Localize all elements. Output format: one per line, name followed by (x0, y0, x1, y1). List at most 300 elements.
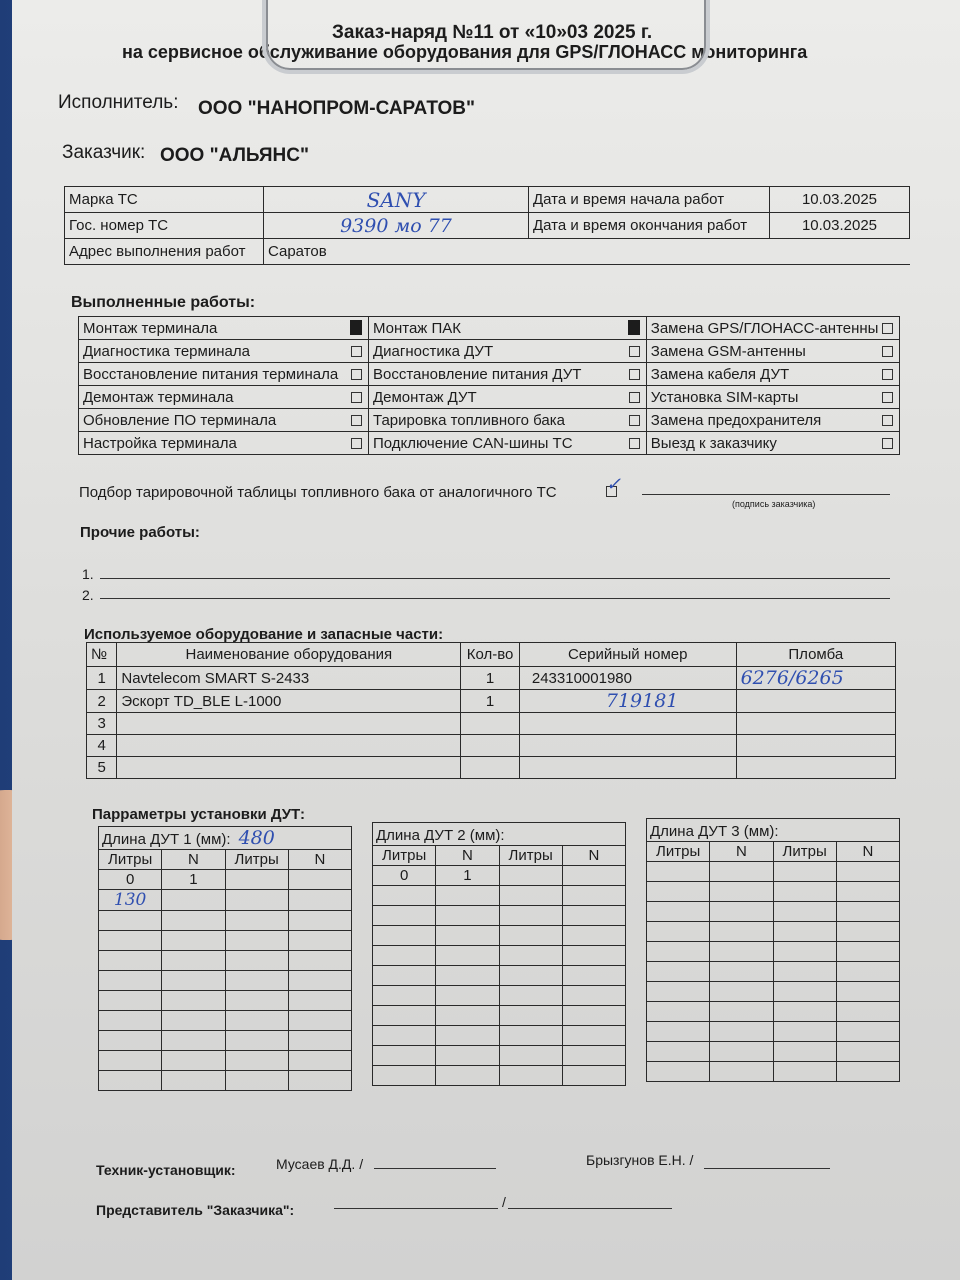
equipment-row (87, 667, 896, 690)
checkbox-filled[interactable] (628, 320, 640, 335)
signature-line (642, 494, 890, 495)
dut-cell (836, 1042, 899, 1062)
dut-cell (647, 862, 710, 882)
dut-cell (436, 966, 499, 986)
dut-cell (836, 962, 899, 982)
dut-cell (710, 862, 773, 882)
equipment-cell-serial: 243310001980 (519, 667, 736, 690)
equipment-cell-qty: 1 (461, 690, 520, 713)
equipment-cell-seal: 6276/6265 (736, 667, 895, 690)
equipment-cell-num: 2 (87, 690, 117, 713)
dut-cell (773, 962, 836, 982)
start-label: Дата и время начала работ (529, 187, 770, 213)
work-item-label: Замена GPS/ГЛОНАСС-антенны (650, 319, 879, 337)
dut-length-label: Длина ДУТ 1 (мм): (102, 831, 231, 848)
dut-cell (373, 1046, 436, 1066)
dut-cell (499, 986, 562, 1006)
dut-row (373, 926, 626, 946)
equipment-row (87, 690, 896, 713)
rep-line1 (334, 1208, 498, 1209)
work-item-label: Диагностика ДУТ (372, 342, 494, 360)
dut-row (99, 971, 352, 991)
dut-cell (373, 926, 436, 946)
dut-cell (373, 1066, 436, 1086)
dut-header-cell: N (162, 850, 225, 870)
dut-row (373, 1026, 626, 1046)
dut-cell (562, 906, 625, 926)
work-item-label: Замена GSM-антенны (650, 342, 806, 360)
executor-value: ООО "НАНОПРОМ-САРАТОВ" (198, 98, 475, 119)
dut-cell (710, 1062, 773, 1082)
dut-cell (499, 886, 562, 906)
rep-line2 (508, 1208, 672, 1209)
dut-table-1 (98, 826, 352, 1091)
checkbox[interactable] (629, 369, 640, 380)
dut-cell (773, 902, 836, 922)
dut-cell (710, 1022, 773, 1042)
dut-length-label: Длина ДУТ 3 (мм): (650, 823, 779, 840)
tech-label: Техник-установщик: (96, 1162, 236, 1178)
dut-cell (288, 890, 351, 911)
dut-cell (773, 922, 836, 942)
dut-cell (288, 911, 351, 931)
dut-row (647, 982, 900, 1002)
equipment-row (87, 713, 896, 735)
work-item-label: Демонтаж ДУТ (372, 388, 477, 406)
clipboard-clip (262, 0, 710, 74)
plate-label: Гос. номер ТС (65, 213, 264, 239)
signature-caption: (подпись заказчика) (732, 499, 816, 509)
dut-row (99, 931, 352, 951)
dut-cell (288, 971, 351, 991)
work-item (368, 386, 646, 409)
work-item (646, 432, 899, 455)
equipment-cell-seal (736, 713, 895, 735)
dut-cell (836, 922, 899, 942)
dut-cell (773, 982, 836, 1002)
dut-cell (162, 971, 225, 991)
dut-row (99, 951, 352, 971)
dut-cell (162, 1071, 225, 1091)
dut-table-3 (646, 818, 900, 1082)
dut-cell (773, 1022, 836, 1042)
dut-row (373, 906, 626, 926)
dut-cell (162, 931, 225, 951)
dut-row (647, 862, 900, 882)
dut-cell (162, 951, 225, 971)
dut-cell (710, 1042, 773, 1062)
customer-label: Заказчик: (62, 142, 146, 163)
work-item-label: Восстановление питания ДУТ (372, 365, 582, 383)
dut-cell (647, 922, 710, 942)
dut-row (99, 890, 352, 911)
dut-cell (162, 1011, 225, 1031)
equipment-cell-name (117, 713, 461, 735)
equipment-header-cell: Пломба (736, 643, 895, 667)
checkbox[interactable] (351, 438, 362, 449)
dut-cell (373, 946, 436, 966)
equipment-header-cell: Кол-во (461, 643, 520, 667)
dut-row (99, 1051, 352, 1071)
work-item (368, 409, 646, 432)
dut-row (647, 1002, 900, 1022)
dut-cell (373, 1026, 436, 1046)
work-item-label: Восстановление питания терминала (83, 365, 339, 383)
equipment-cell-seal (736, 757, 895, 779)
dut-cell (499, 926, 562, 946)
dut-row (373, 986, 626, 1006)
dut-header-cell: N (436, 846, 499, 866)
dut-cell: 1 (436, 866, 499, 886)
dut-header-cell: Литры (373, 846, 436, 866)
dut-cell (773, 942, 836, 962)
work-item (646, 317, 899, 340)
checkbox[interactable] (882, 323, 893, 334)
dut-row (373, 1046, 626, 1066)
rep-label: Представитель "Заказчика": (96, 1202, 295, 1218)
work-item (368, 317, 646, 340)
dut-row (647, 942, 900, 962)
work-item (646, 340, 899, 363)
dut-cell (710, 982, 773, 1002)
other-works-line1 (100, 578, 890, 579)
brand-value: SANY (264, 187, 529, 213)
dut-cell (710, 1002, 773, 1022)
tech2-line (704, 1168, 830, 1169)
dut-row (99, 1011, 352, 1031)
equipment-cell-serial (519, 757, 736, 779)
work-item (368, 340, 646, 363)
dut-header-cell: Литры (773, 842, 836, 862)
dut-cell (373, 906, 436, 926)
dut-cell (562, 926, 625, 946)
dut-cell (288, 1051, 351, 1071)
dut-header-cell: N (710, 842, 773, 862)
works-table (78, 316, 900, 455)
equipment-table (86, 642, 896, 779)
dut-row (99, 991, 352, 1011)
dut-cell (99, 1071, 162, 1091)
equipment-cell-name: Эскорт TD_BLE L-1000 (117, 690, 461, 713)
equipment-cell-serial: 719181 (519, 690, 736, 713)
dut-cell (99, 911, 162, 931)
dut-cell (773, 882, 836, 902)
dut-cell (288, 1011, 351, 1031)
dut-cell (162, 890, 225, 911)
dut-cell (499, 1066, 562, 1086)
equipment-header-cell: Наименование оборудования (117, 643, 461, 667)
work-item-label: Монтаж терминала (83, 319, 218, 337)
dut-header-cell: Литры (225, 850, 288, 870)
dut-cell (288, 1071, 351, 1091)
rep-separator: / (502, 1194, 506, 1210)
equipment-cell-name: Navtelecom SMART S-2433 (117, 667, 461, 690)
dut-cell (436, 886, 499, 906)
dut-cell (99, 1011, 162, 1031)
dut-cell (710, 962, 773, 982)
dut-header-cell: N (288, 850, 351, 870)
equipment-cell-num: 1 (87, 667, 117, 690)
dut-cell (436, 986, 499, 1006)
calibration-label: Подбор тарировочной таблицы топливного бака от аналогичного ТС (79, 484, 557, 501)
dut-cell (710, 882, 773, 902)
equipment-cell-qty (461, 735, 520, 757)
work-item-label: Демонтаж терминала (83, 388, 234, 406)
tech1-name: Мусаев Д.Д. / (276, 1156, 364, 1172)
dut-cell (288, 951, 351, 971)
dut-cell (499, 946, 562, 966)
start-value: 10.03.2025 (770, 187, 910, 213)
work-item-label: Обновление ПО терминала (83, 411, 277, 429)
work-item (79, 386, 369, 409)
dut-cell (562, 966, 625, 986)
dut-cell (225, 931, 288, 951)
dut-cell (773, 1062, 836, 1082)
dut-cell (647, 882, 710, 902)
dut-cell (836, 1002, 899, 1022)
dut-cell (836, 1022, 899, 1042)
dut-cell (225, 951, 288, 971)
checkbox[interactable] (882, 438, 893, 449)
work-item (646, 409, 899, 432)
dut-cell (288, 991, 351, 1011)
work-item-label: Замена кабеля ДУТ (650, 365, 790, 383)
dut-cell (499, 1046, 562, 1066)
dut-cell (99, 951, 162, 971)
dut-cell (225, 971, 288, 991)
checkbox[interactable] (629, 392, 640, 403)
dut-cell: 130 (99, 890, 162, 911)
equipment-cell-num: 3 (87, 713, 117, 735)
dut-cell (773, 1002, 836, 1022)
dut-cell (499, 906, 562, 926)
end-label: Дата и время окончания работ (529, 213, 770, 239)
checkbox[interactable] (882, 369, 893, 380)
checkbox[interactable] (351, 415, 362, 426)
dut-cell (499, 1026, 562, 1046)
dut-heading: Парраметры установки ДУТ: (92, 806, 306, 823)
checkbox[interactable] (351, 369, 362, 380)
dut-cell (562, 1026, 625, 1046)
checkbox[interactable] (629, 438, 640, 449)
dut-cell (436, 1046, 499, 1066)
dut-row (373, 1066, 626, 1086)
equipment-cell-serial (519, 713, 736, 735)
checkbox[interactable] (351, 346, 362, 357)
dut-cell (436, 906, 499, 926)
works-heading: Выполненные работы: (71, 294, 256, 311)
dut-cell (373, 986, 436, 1006)
dut-cell (836, 902, 899, 922)
title-line1: Заказ-наряд №11 от «10»03 2025 г. (332, 22, 653, 43)
customer-value: ООО "АЛЬЯНС" (160, 145, 309, 166)
equipment-cell-seal (736, 690, 895, 713)
dut-cell (225, 870, 288, 890)
dut-cell (710, 942, 773, 962)
work-item (79, 432, 369, 455)
dut-row (99, 1071, 352, 1091)
equipment-cell-serial (519, 735, 736, 757)
equipment-row (87, 735, 896, 757)
dut-row (373, 886, 626, 906)
dut-row (647, 962, 900, 982)
dut-cell (162, 1031, 225, 1051)
checkbox[interactable] (351, 392, 362, 403)
dut-cell (288, 870, 351, 890)
dut-cell (225, 1071, 288, 1091)
title-line2: на сервисное обслуживание оборудования для GPS/ГЛОНАСС мониторинга (122, 42, 808, 62)
tech2-name: Брызгунов Е.Н. / (586, 1152, 694, 1168)
checkbox[interactable] (882, 392, 893, 403)
equipment-cell-qty (461, 713, 520, 735)
work-item-label: Тарировка топливного бака (372, 411, 565, 429)
equipment-header-cell: Серийный номер (519, 643, 736, 667)
dut-cell (647, 1022, 710, 1042)
work-item-label: Подключение CAN-шины ТС (372, 434, 573, 452)
equipment-cell-seal (736, 735, 895, 757)
dut-cell (562, 986, 625, 1006)
dut-cell (288, 1031, 351, 1051)
executor-label: Исполнитель: (58, 92, 179, 113)
dut-header-cell: N (562, 846, 625, 866)
other-works-num1: 1. (82, 566, 94, 582)
work-item (79, 409, 369, 432)
dut-cell: 1 (162, 870, 225, 890)
dut-cell (436, 1066, 499, 1086)
dut-cell (773, 862, 836, 882)
brand-label: Марка ТС (65, 187, 264, 213)
dut-cell (773, 1042, 836, 1062)
end-value: 10.03.2025 (770, 213, 910, 239)
checkbox[interactable] (629, 346, 640, 357)
work-item (79, 340, 369, 363)
dut-row (373, 866, 626, 886)
dut-cell (373, 886, 436, 906)
dut-cell (162, 1051, 225, 1071)
equipment-cell-num: 4 (87, 735, 117, 757)
address-value: Саратов (264, 239, 910, 265)
equipment-cell-name (117, 757, 461, 779)
dut-row (647, 882, 900, 902)
dut-cell: 0 (99, 870, 162, 890)
dut-cell (99, 991, 162, 1011)
dut-table-2 (372, 822, 626, 1086)
equipment-cell-name (117, 735, 461, 757)
dut-cell (99, 971, 162, 991)
checkbox[interactable] (629, 415, 640, 426)
dut-cell: 0 (373, 866, 436, 886)
dut-row (99, 1031, 352, 1051)
dut-cell (647, 1042, 710, 1062)
dut-cell (562, 1046, 625, 1066)
dut-row (647, 1022, 900, 1042)
address-label: Адрес выполнения работ (65, 239, 264, 265)
dut-row (373, 1006, 626, 1026)
work-item (79, 363, 369, 386)
other-works-line2 (100, 598, 890, 599)
dut-length-label: Длина ДУТ 2 (мм): (376, 827, 505, 844)
work-item-label: Настройка терминала (83, 434, 237, 452)
work-item (646, 363, 899, 386)
dut-cell (436, 926, 499, 946)
dut-cell (225, 911, 288, 931)
dut-cell (836, 862, 899, 882)
checkbox[interactable] (882, 346, 893, 357)
other-works-heading: Прочие работы: (80, 524, 200, 541)
vehicle-table (64, 186, 910, 265)
equipment-cell-num: 5 (87, 757, 117, 779)
dut-label-cell (99, 827, 352, 850)
dut-header-cell: Литры (99, 850, 162, 870)
dut-cell (99, 1031, 162, 1051)
dut-row (647, 922, 900, 942)
equipment-header-cell: № (87, 643, 117, 667)
dut-cell (647, 962, 710, 982)
dut-cell (162, 911, 225, 931)
dut-cell (436, 1026, 499, 1046)
dut-cell (562, 1006, 625, 1026)
dut-row (99, 870, 352, 890)
dut-cell (562, 886, 625, 906)
dut-cell (836, 882, 899, 902)
work-item-label: Монтаж ПАК (372, 319, 462, 337)
dut-header-cell: Литры (499, 846, 562, 866)
dut-cell (373, 966, 436, 986)
dut-length-value: 480 (238, 827, 275, 849)
equipment-row (87, 757, 896, 779)
dut-cell (647, 1062, 710, 1082)
work-item-label: Выезд к заказчику (650, 434, 777, 452)
work-item-label: Диагностика терминала (83, 342, 250, 360)
dut-header-cell: N (836, 842, 899, 862)
dut-cell (225, 1031, 288, 1051)
dut-row (647, 1062, 900, 1082)
other-works-num2: 2. (82, 587, 94, 603)
work-item (368, 432, 646, 455)
dut-cell (99, 931, 162, 951)
dut-cell (647, 1002, 710, 1022)
dut-cell (436, 946, 499, 966)
dut-cell (562, 946, 625, 966)
dut-cell (710, 922, 773, 942)
work-item-label: Установка SIM-карты (650, 388, 799, 406)
equipment-cell-qty: 1 (461, 667, 520, 690)
dut-cell (647, 942, 710, 962)
dut-cell (499, 966, 562, 986)
dut-cell (562, 866, 625, 886)
tech1-line (374, 1168, 496, 1169)
dut-cell (225, 1011, 288, 1031)
work-item (79, 317, 369, 340)
dut-cell (836, 1062, 899, 1082)
dut-row (99, 911, 352, 931)
dut-cell (162, 991, 225, 1011)
dut-label-cell (647, 819, 900, 842)
dut-cell (225, 1051, 288, 1071)
equipment-cell-qty (461, 757, 520, 779)
dut-cell (647, 902, 710, 922)
checkbox[interactable] (882, 415, 893, 426)
dut-cell (499, 866, 562, 886)
work-item (368, 363, 646, 386)
dut-cell (225, 991, 288, 1011)
dut-row (373, 966, 626, 986)
checkbox-filled[interactable] (350, 320, 362, 335)
dut-label-cell (373, 823, 626, 846)
dut-cell (647, 982, 710, 1002)
dut-cell (288, 931, 351, 951)
dut-cell (836, 982, 899, 1002)
